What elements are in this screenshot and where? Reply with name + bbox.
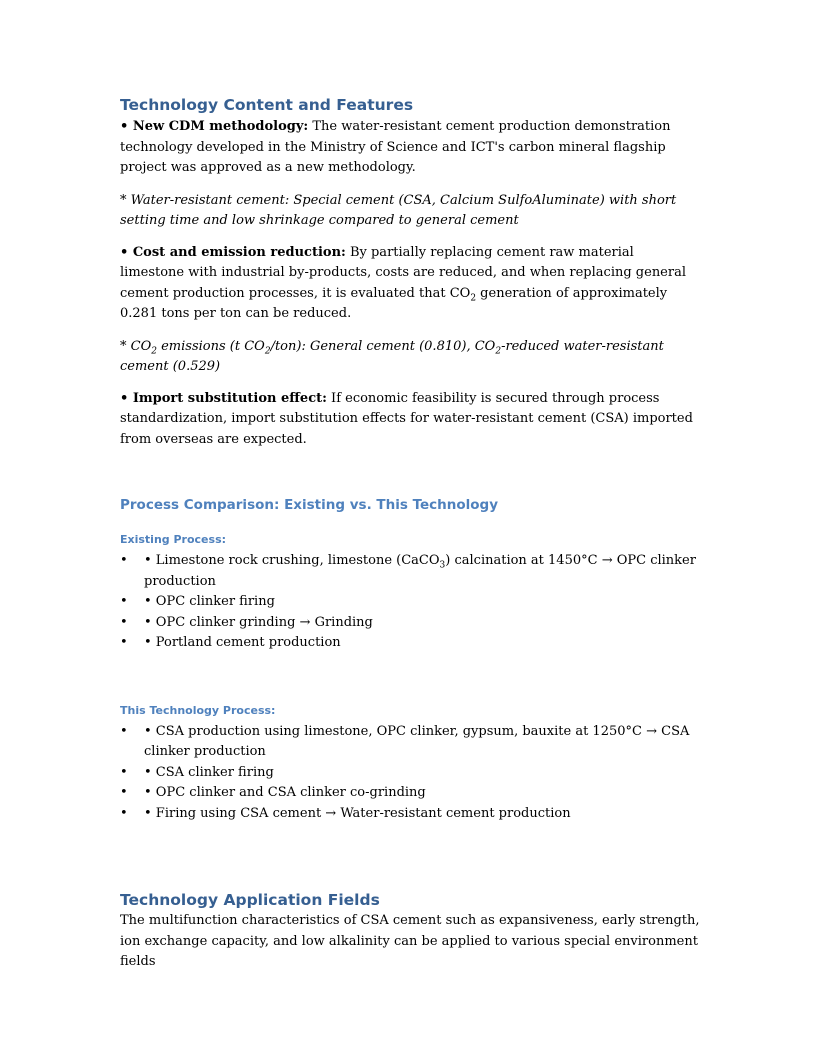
list-item bbox=[120, 804, 700, 825]
note-co2-c: /ton): General cement (0.810), CO bbox=[270, 338, 496, 354]
lead-new-cdm: • New CDM methodology: bbox=[120, 119, 309, 134]
heading-application-fields: Technology Application Fields bbox=[120, 891, 380, 909]
list-bullet: • bbox=[120, 635, 128, 650]
step-text-b: ) calcination at 1450°C → OPC clinker production bbox=[144, 553, 696, 589]
note-co2-b: emissions (t CO bbox=[156, 338, 265, 354]
list-item bbox=[120, 722, 700, 763]
list-item bbox=[120, 633, 700, 654]
subscript-3: 3 bbox=[439, 560, 446, 571]
step-text: • CSA production using limestone, OPC clinker, gypsum, bauxite at 1250°C → CSA clinker production bbox=[144, 723, 690, 759]
list-bullet: • bbox=[120, 785, 128, 800]
heading-process-comparison: Process Comparison: Existing vs. This Technology bbox=[120, 497, 499, 513]
note-co2-a: * CO bbox=[120, 338, 152, 354]
paragraph-application-fields: The multifunction characteristics of CSA cement such as expansiveness, early strength, ion exchange capacity, and low alkalinity can be applied to various special environment fields bbox=[120, 913, 700, 969]
list-item bbox=[120, 551, 700, 592]
list-bullet: • bbox=[120, 614, 128, 630]
document-page bbox=[120, 95, 700, 973]
list-item bbox=[120, 592, 700, 613]
note-co2-emissions bbox=[120, 337, 700, 377]
step-text: • OPC clinker and CSA clinker co-grinding bbox=[144, 785, 426, 800]
step-text: • OPC clinker firing bbox=[144, 594, 275, 609]
existing-process-list bbox=[120, 551, 700, 654]
list-bullet: • bbox=[120, 594, 128, 609]
step-text: • OPC clinker grinding → Grinding bbox=[144, 614, 373, 630]
text-cost-emission-b: generation of approximately 0.281 tons per ton can be reduced. bbox=[120, 285, 668, 321]
subscript-2: 2 bbox=[495, 346, 502, 357]
paragraph-import-substitution bbox=[120, 389, 700, 451]
step-text-a: • Limestone rock crushing, limestone (CaCO bbox=[144, 553, 440, 568]
paragraph-cost-emission bbox=[120, 243, 700, 325]
subscript-2: 2 bbox=[470, 293, 477, 304]
list-bullet: • bbox=[120, 764, 128, 780]
lead-cost-emission: • Cost and emission reduction: bbox=[120, 244, 346, 260]
text-cost-emission-a: By partially replacing cement raw material limestone with industrial by-products, costs are reduced, and when replacing general cement production processes, it is evaluated that CO bbox=[120, 244, 687, 301]
note-water-resistant-cement: * Water-resistant cement: Special cement (CSA, Calcium SulfoAluminate) with short setting time and low shrinkage compared to general cement bbox=[120, 192, 677, 228]
list-item bbox=[120, 613, 700, 634]
lead-import-substitution: • Import substitution effect: bbox=[120, 390, 327, 406]
heading-this-technology-process: This Technology Process: bbox=[120, 703, 276, 717]
heading-existing-process: Existing Process: bbox=[120, 533, 227, 546]
new-process-list bbox=[120, 722, 700, 825]
text-import-substitution: If economic feasibility is secured through process standardization, import substitution effects for water-resistant cement (CSA) imported from overseas are expected. bbox=[120, 390, 693, 447]
step-text: • CSA clinker firing bbox=[144, 764, 274, 780]
list-item bbox=[120, 783, 700, 804]
heading-technology-content: Technology Content and Features bbox=[120, 96, 414, 114]
step-text: • Portland cement production bbox=[144, 635, 341, 650]
text-new-cdm: The water-resistant cement production demonstration technology developed in the Ministry of Science and ICT's carbon mineral flagship project was approved as a new methodology. bbox=[120, 119, 671, 175]
list-bullet: • bbox=[120, 723, 128, 739]
note-co2-d: -reduced water-resistant cement (0.529) bbox=[120, 338, 664, 374]
subscript-2: 2 bbox=[264, 346, 271, 357]
subscript-2: 2 bbox=[151, 346, 157, 357]
list-bullet: • bbox=[120, 553, 128, 568]
step-text: • Firing using CSA cement → Water-resistant cement production bbox=[144, 805, 571, 821]
list-bullet: • bbox=[120, 805, 128, 821]
paragraph-new-cdm bbox=[120, 117, 700, 179]
list-item bbox=[120, 763, 700, 784]
